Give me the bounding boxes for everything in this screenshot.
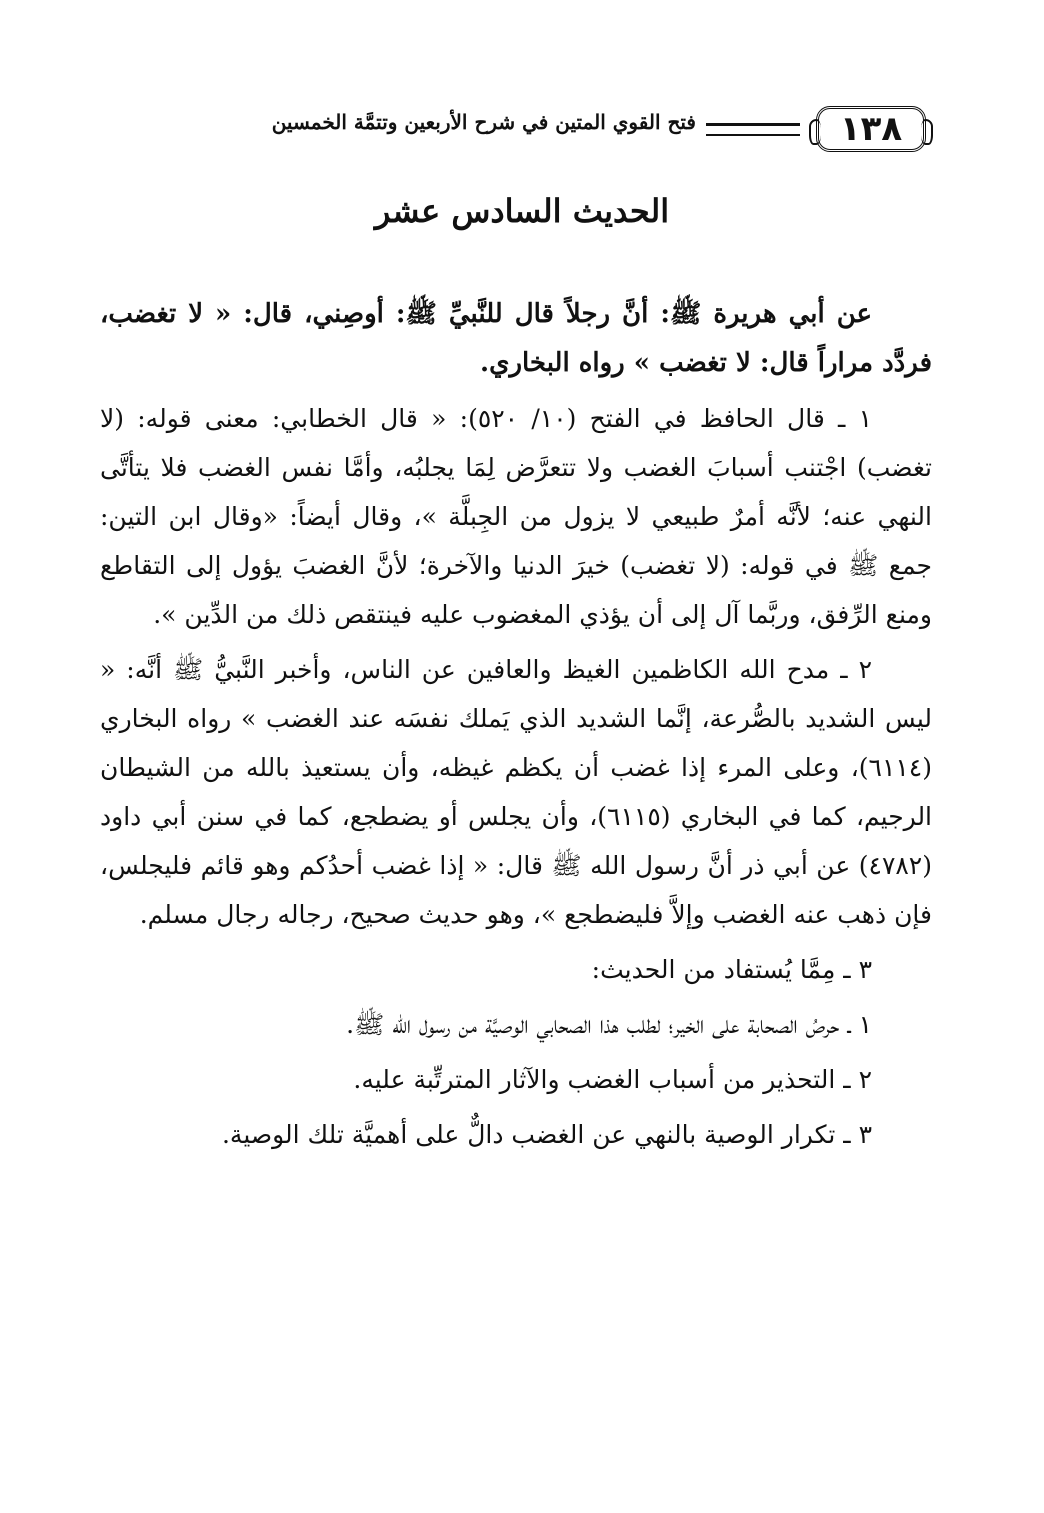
- body-text: [100, 290, 932, 1165]
- paragraph-3-heading: ٣ ـ مِمَّا يُستفاد من الحديث:: [591, 955, 872, 984]
- page-header: [96, 106, 926, 156]
- page-number: ١٣٨: [816, 106, 926, 152]
- paragraph-1: ١ ـ قال الحافظ في الفتح (١٠/ ٥٢٠): « قال الخطابي: معنى قوله: (لا تغضب) اجْتنب أسبابَ الغضب ولا تتعرَّض لِمَا يجلبُه، وأمَّا نفس الغضب فلا يتأتَّى النهي عنه؛ لأنَّه أمرٌ طبيعي لا يزول من الجِبلَّة »، وقال أيضاً: «وقال ابن التين: جمع ﷺ في قوله: (لا تغضب) خيرَ الدنيا والآخرة؛ لأنَّ الغضبَ يؤول إلى التقاطع ومنع الرِّفق، وربَّما آل إلى أن يؤذي المغضوب عليه فينتقص ذلك من الدِّين ».: [100, 404, 932, 629]
- header-rule: [706, 123, 800, 136]
- chapter-title: الحديث السادس عشر: [374, 192, 670, 230]
- hadith-text: عن أبي هريرة ﷺ: أنَّ رجلاً قال للنَّبيِّ ﷺ: أوصِني، قال: « لا تغضب، فردَّد مراراً قال: لا تغضب » رواه البخاري.: [100, 299, 932, 378]
- benefit-2: ٢ ـ التحذير من أسباب الغضب والآثار المترتِّبة عليه.: [353, 1065, 872, 1094]
- benefit-1: ١ ـ حرصُ الصحابة على الخير؛ لطلب هذا الصحابي الوصيَّة من رسول الله ﷺ.: [346, 1010, 872, 1039]
- benefit-3: ٣ ـ تكرار الوصية بالنهي عن الغضب دالٌّ على أهميَّة تلك الوصية.: [221, 1120, 872, 1149]
- paragraph-2: ٢ ـ مدح الله الكاظمين الغيظ والعافين عن الناس، وأخبر النَّبيُّ ﷺ أنَّه: « ليس الشديد بالصُّرعة، إنَّما الشديد الذي يَملك نفسَه عند الغضب » رواه البخاري (٦١١٤)، وعلى المرء إذا غضب أن يكظم غيظه، وأن يستعيذ بالله من الشيطان الرجيم، كما في البخاري (٦١١٥)، وأن يجلس أو يضطجع، كما في سنن أبي داود (٤٧٨٢) عن أبي ذر أنَّ رسول الله ﷺ قال: « إذا غضب أحدُكم وهو قائم فليجلس، فإن ذهب عنه الغضب وإلاَّ فليضطجع »، وهو حديث صحيح، رجاله رجال مسلم.: [100, 655, 933, 929]
- running-title: فتح القوي المتين في شرح الأربعين وتتمَّة الخمسين: [271, 110, 696, 134]
